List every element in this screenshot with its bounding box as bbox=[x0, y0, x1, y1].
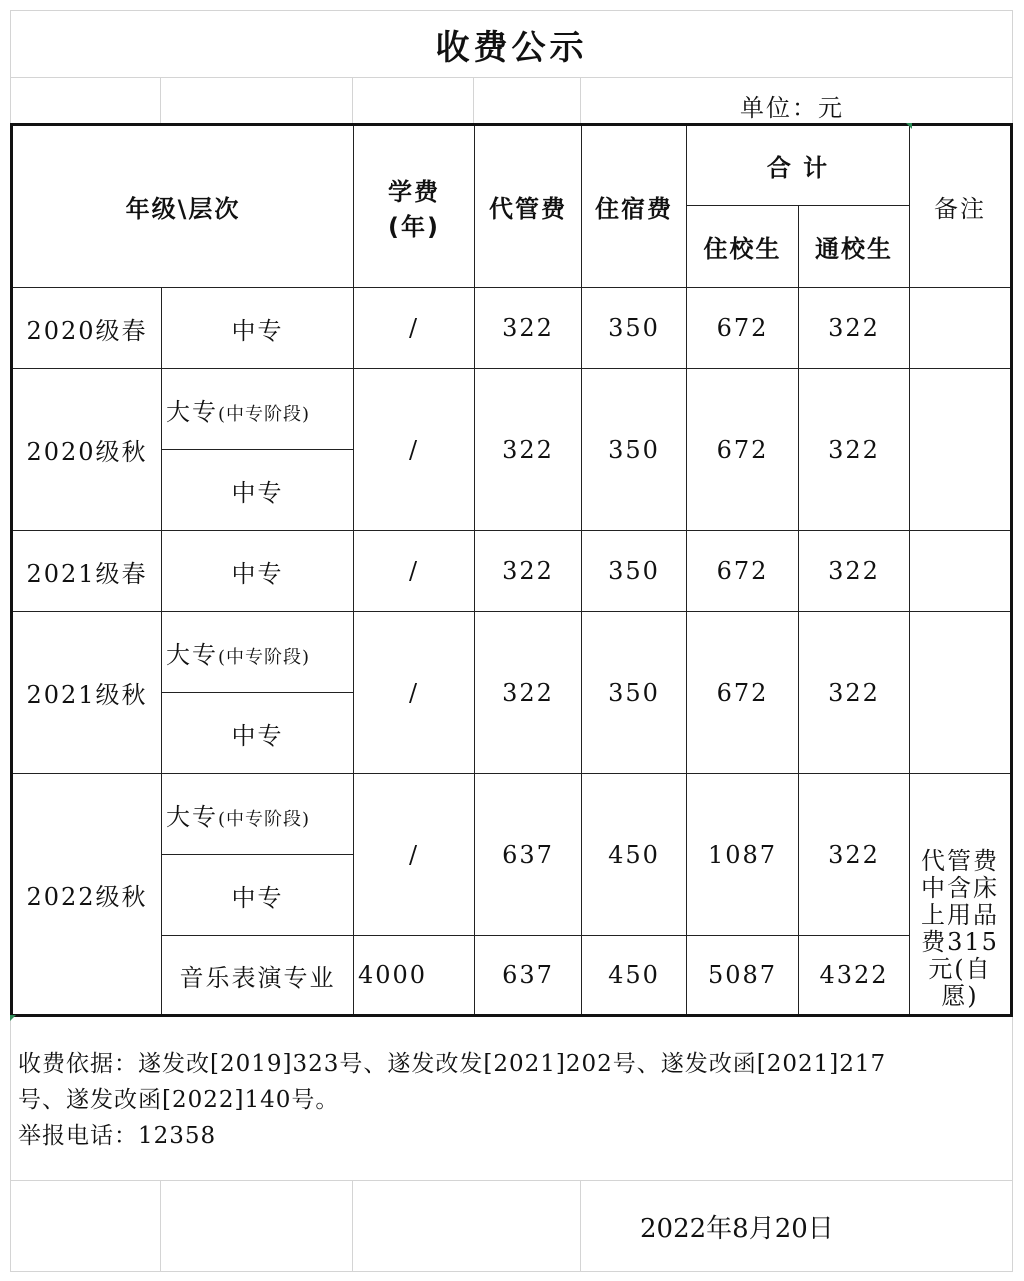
custody-cell: 322 bbox=[475, 369, 582, 531]
level-sub: (中专阶段) bbox=[218, 403, 311, 425]
tuition-cell: / bbox=[354, 369, 475, 531]
unit-label: 单位：元 bbox=[740, 94, 844, 122]
fee-basis-text bbox=[18, 1046, 1003, 1154]
tuition-cell: / bbox=[354, 288, 475, 369]
level-name: 大专 bbox=[166, 802, 218, 831]
custody-cell: 322 bbox=[475, 531, 582, 612]
dorm-cell: 350 bbox=[582, 612, 687, 774]
table-row bbox=[12, 774, 1012, 855]
boarding-total-cell: 672 bbox=[687, 531, 799, 612]
header-total: 合 计 bbox=[687, 125, 910, 206]
fee-table bbox=[10, 123, 1013, 1017]
day-total-cell: 4322 bbox=[799, 936, 910, 1016]
header-remarks: 备注 bbox=[910, 125, 1012, 288]
header-tuition-label: 学费 bbox=[388, 177, 440, 206]
custody-cell: 637 bbox=[475, 936, 582, 1016]
grade-cell: 2020级秋 bbox=[12, 369, 162, 531]
dorm-cell: 450 bbox=[582, 774, 687, 936]
level-cell: 中专 bbox=[162, 693, 354, 774]
tuition-cell: / bbox=[354, 774, 475, 936]
level-cell bbox=[162, 612, 354, 693]
gridline bbox=[352, 1180, 353, 1272]
table-row bbox=[12, 936, 1012, 1016]
grade-cell: 2021级春 bbox=[12, 531, 162, 612]
grade-cell: 2020级春 bbox=[12, 288, 162, 369]
dorm-cell: 350 bbox=[582, 288, 687, 369]
boarding-total-cell: 1087 bbox=[687, 774, 799, 936]
cell-marker bbox=[906, 123, 912, 129]
day-total-cell: 322 bbox=[799, 531, 910, 612]
day-total-cell: 322 bbox=[799, 369, 910, 531]
header-custody-fee: 代管费 bbox=[475, 125, 582, 288]
boarding-total-cell: 672 bbox=[687, 612, 799, 774]
level-sub: (中专阶段) bbox=[218, 646, 311, 668]
boarding-total-cell: 672 bbox=[687, 288, 799, 369]
gridline bbox=[160, 1180, 161, 1272]
level-name: 大专 bbox=[166, 640, 218, 669]
cell-marker bbox=[10, 1015, 16, 1021]
tuition-cell: 4000 bbox=[354, 936, 475, 1016]
hotline: 举报电话：12358 bbox=[18, 1123, 217, 1149]
gridline bbox=[160, 77, 161, 123]
remark-cell: 代管费中含床上用品费315元(自愿) bbox=[910, 774, 1012, 1016]
gridline bbox=[352, 77, 353, 123]
page-title: 收费公示 bbox=[435, 27, 588, 68]
custody-cell: 322 bbox=[475, 288, 582, 369]
boarding-total-cell: 5087 bbox=[687, 936, 799, 1016]
grade-cell: 2022级秋 bbox=[12, 774, 162, 1016]
remark-cell bbox=[910, 531, 1012, 612]
day-total-cell: 322 bbox=[799, 288, 910, 369]
remark-cell bbox=[910, 612, 1012, 774]
gridline bbox=[473, 77, 474, 123]
boarding-total-cell: 672 bbox=[687, 369, 799, 531]
dorm-cell: 350 bbox=[582, 369, 687, 531]
level-cell: 音乐表演专业 bbox=[162, 936, 354, 1016]
level-cell: 中专 bbox=[162, 450, 354, 531]
level-sub: (中专阶段) bbox=[218, 808, 311, 830]
header-grade-level: 年级\层次 bbox=[12, 125, 354, 288]
level-cell bbox=[162, 774, 354, 855]
table-row bbox=[12, 288, 1012, 369]
header-dorm-fee: 住宿费 bbox=[582, 125, 687, 288]
gridline bbox=[580, 77, 581, 123]
header-tuition-unit: (年) bbox=[388, 212, 440, 241]
date-label: 2022年8月20日 bbox=[640, 1214, 834, 1244]
header-tuition bbox=[354, 125, 475, 288]
gridline bbox=[580, 1180, 581, 1272]
tuition-cell: / bbox=[354, 531, 475, 612]
level-cell bbox=[162, 369, 354, 450]
custody-cell: 637 bbox=[475, 774, 582, 936]
remark-cell bbox=[910, 288, 1012, 369]
table-row bbox=[12, 369, 1012, 450]
level-name: 大专 bbox=[166, 397, 218, 426]
custody-cell: 322 bbox=[475, 612, 582, 774]
fee-basis-line: 收费依据：遂发改[2019]323号、遂发改发[2021]202号、遂发改函[2021]217 bbox=[18, 1051, 887, 1077]
tuition-cell: / bbox=[354, 612, 475, 774]
day-total-cell: 322 bbox=[799, 612, 910, 774]
dorm-cell: 350 bbox=[582, 531, 687, 612]
dorm-cell: 450 bbox=[582, 936, 687, 1016]
level-cell: 中专 bbox=[162, 855, 354, 936]
remark-cell bbox=[910, 369, 1012, 531]
fee-basis-line: 号、遂发改函[2022]140号。 bbox=[18, 1087, 340, 1113]
table-row bbox=[12, 612, 1012, 693]
table-row bbox=[12, 531, 1012, 612]
level-cell: 中专 bbox=[162, 531, 354, 612]
grade-cell: 2021级秋 bbox=[12, 612, 162, 774]
header-day-student: 通校生 bbox=[799, 206, 910, 288]
level-cell: 中专 bbox=[162, 288, 354, 369]
day-total-cell: 322 bbox=[799, 774, 910, 936]
header-boarding: 住校生 bbox=[687, 206, 799, 288]
